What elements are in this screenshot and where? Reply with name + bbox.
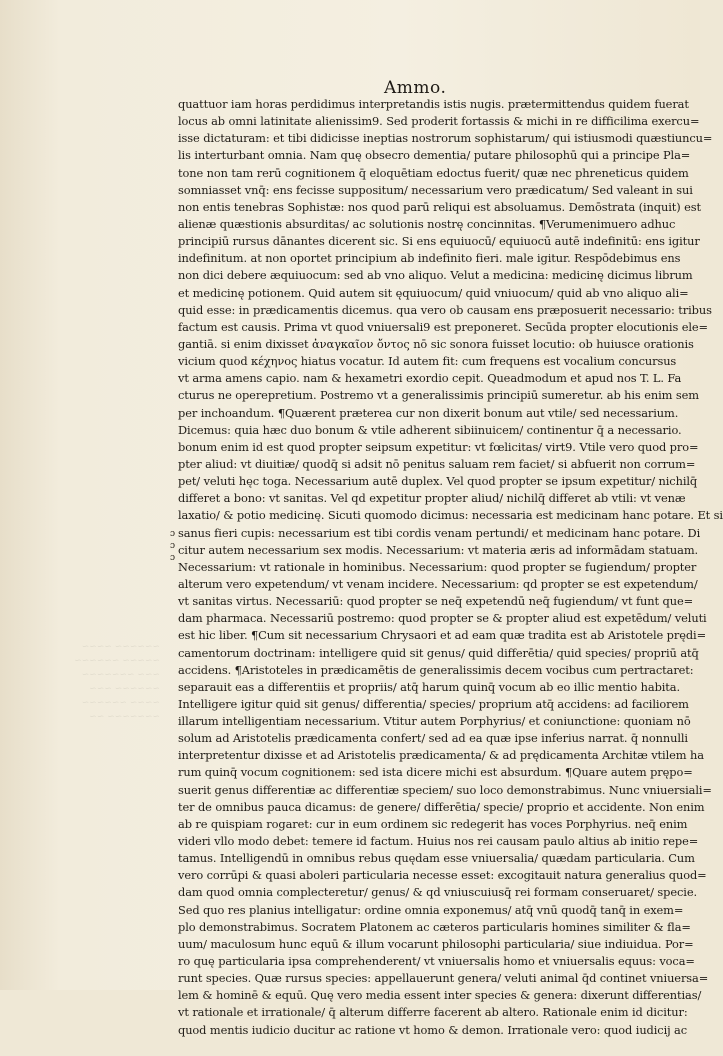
text-line: quod mentis iudicio ducitur ac ratione vt homo & demon. Irrationale vero: quod iudicij ac (178, 1022, 688, 1037)
text-line: quattuor iam horas perdidimus interpretandis istis nugis. prætermittendus quidem fuerat (178, 97, 689, 111)
text-line: tamus. Intelligendū in omnibus rebus quędam esse vniuersalia/ quædam particularia. Cum (178, 851, 695, 866)
text-line: separauit eas a differentiis et propriis/ atq̄ harum quinq̄ vocum ab eo illic mentio habita. (178, 679, 680, 694)
text-line: differet a bono: vt sanitas. Vel qd expetitur propter aliud/ nichilq̄ differet ab vtili: vt venæ (178, 491, 686, 506)
text-line: camentorum doctrinam: intelligere quid sit genus/ quid differētia/ quid species/ propriū atq̄ (178, 645, 699, 660)
text-line: lem & hominē & equū. Quę vero media essent inter species & genera: dixerunt differentias/ (178, 988, 702, 1003)
text-line: et medicinę potionem. Quid autem sit ęquiuocum/ quid vniuocum/ quid ab vno aliquo ali= (178, 285, 689, 300)
text-line: runt species. Quæ rursus species: appellauerunt genera/ veluti animal q̄d continet vniuersa= (178, 971, 709, 986)
text-line: Dicemus: quia hæc duo bonum & vtile adherent sibiinuicem/ continentur q̄ a necessario. (178, 422, 682, 437)
text-line (178, 1039, 684, 1056)
text-line: per inchoandum. ¶Quærent præterea cur non dixerit bonum aut vtile/ sed necessarium. (178, 405, 679, 420)
text-line: non entis tenebras Sophistæ: nos quod parū reliqui est absoluamus. Demōstrata (inquit) est (178, 199, 701, 214)
text-line: factum est causis. Prima vt quod vniuersali9 est preponeret. Secūda propter elocutionis ele= (178, 319, 708, 334)
margin-mark: ɔ (170, 553, 176, 563)
text-line: ter de omnibus pauca dicamus: de genere/ differētia/ specie/ proprio et accidente. Non enim (178, 799, 705, 814)
text-line: dam quod omnia complecteretur/ genus/ & qd vniuscuiusq̄ rei formam conseruaret/ specie. (178, 885, 697, 900)
show-through-texture: ~~~~~~ ~~~~ ~~~~~ ~~~~~~ ~~~ ~~~~~~~ ~~~~~~ ~~~ ~~~~ ~~~~~~ ~~~~~~~ ~~ (74, 642, 160, 722)
text-line: accidens. ¶Aristoteles in prædicamētis de generalissimis decem vocibus cum pertractaret: (178, 662, 694, 677)
text-line: quid esse: in prædicamentis dicemus. qua vero ob causam ens præposuerit necessario: tribus (178, 302, 712, 317)
text-line: interpretentur dixisse et ad Aristotelis prædicamenta/ & ad prędicamenta Architæ vtilem ha (178, 748, 704, 763)
text-line: non dici debere æquiuocum: sed ab vno aliquo. Velut a medicina: medicinę dicimus librum (178, 268, 693, 283)
text-line: vt sanitas virtus. Necessariū: quod propter se neq̄ expetendū neq̄ fugiendum/ vt funt que= (178, 594, 694, 609)
text-line: rum quinq̄ vocum cognitionem: sed ista dicere michi est absurdum. ¶Quare autem prępo= (178, 765, 693, 780)
text-line: citur autem necessarium sex modis. Necessarium: vt materia æris ad informādam statuam. (178, 542, 699, 557)
text-line: videri vllo modo debet: temere id factum. Huius nos rei causam paulo altius ab initio repe= (178, 834, 699, 849)
text-line: uum/ maculosum hunc equū & illum vocarunt philosophi particularia/ siue indiuidua. Por= (178, 936, 694, 951)
text-line: ab re quispiam rogaret: cur in eum ordinem sic redegerit has voces Porphyrius. neq̄ enim (178, 816, 688, 831)
text-line: cturus ne operepretium. Postremo vt a generalissimis principiū sumeretur. ab his enim sem (178, 388, 699, 403)
text-line: alterum vero expetendum/ vt venam incidere. Necessarium: qd propter se est expetendum/ (178, 576, 698, 591)
text-line: alienæ quæstionis absurditas/ ac solutionis nostrę concinnitas. ¶Verumenimuero adhuc (178, 216, 676, 231)
text-line: bonum enim id est quod propter seipsum expetitur: vt fœlicitas/ virt9. Vtile vero quod pro= (178, 439, 699, 454)
text-line: somniasset vnq̄: ens fecisse suppositum/ necessarium vero prædicatum/ Sed valeant in sui (178, 182, 693, 197)
text-line: principiū rursus dānantes dicerent sic. Si ens equiuocū/ equiuocū autē indefinitū: ens igitur (178, 234, 700, 249)
margin-mark: ɔ (170, 541, 176, 551)
text-line: laxatio/ & potio medicinę. Sicuti quomodo dicimus: necessaria est medicinam hanc potare. Et si (178, 508, 723, 523)
running-head: Ammo. (384, 78, 447, 98)
text-line: indefinitum. at non oportet principium ab indefinito fieri. male igitur. Respōdebimus ens (178, 251, 681, 266)
text-line: suerit genus differentiæ ac differentiæ speciem/ suo loco demonstrabimus. Nunc vniuersiali= (178, 782, 712, 797)
text-line: solum ad Aristotelis prædicamenta confert/ sed ad ea quæ ipse inferius narrat. q̄ nonnulli (178, 731, 688, 746)
text-line: sanus fieri cupis: necessarium est tibi cordis venam pertundi/ et medicinam hanc potare. Di (178, 525, 701, 540)
text-line: vt arma amens capio. nam & hexametri exordio cepit. Queadmodum et apud nos T. L. Fa (178, 371, 682, 386)
text-line: pet/ veluti hęc toga. Necessarium autē duplex. Vel quod propter se ipsum expetitur/ nichilq̄ (178, 474, 698, 489)
text-line: Sed quo res planius intelligatur: ordine omnia exponemus/ atq̄ vnū quodq̄ tanq̄ in exem= (178, 902, 684, 917)
text-line: isse dictaturam: et tibi didicisse ineptias nostrorum sophistarum/ qui istiusmodi quæstiuncu= (178, 131, 713, 146)
text-line: est hic liber. ¶Cum sit necessarium Chrysaori et ad eam quæ tradita est ab Aristotele prędi= (178, 628, 707, 643)
text-line: tone non tam rerū cognitionem q̄ eloquētiam edoctus fuerit/ quæ nec phreneticus quidem (178, 165, 689, 180)
text-line: ro quę particularia ipsa comprehenderent/ vt vniuersalis homo et vniuersalis equus: voca= (178, 954, 695, 969)
text-line: Necessarium: vt rationale in hominibus. Necessarium: quod propter se fugiendum/ propter (178, 559, 697, 574)
text-line: dam pharmaca. Necessariū postremo: quod propter se & propter aliud est expetēdum/ veluti (178, 611, 707, 626)
text-line: lis interturbant omnia. Nam quę obsecro dementia/ putare philosophū qui a principe Pla= (178, 148, 691, 163)
margin-marks (170, 528, 175, 564)
text-line: illarum intelligentiam necessarium. Vtitur autem Porphyrius/ et coniunctione: quoniam nō (178, 714, 691, 729)
text-line: Intelligere igitur quid sit genus/ differentia/ species/ proprium atq̄ accidens: ad faciliorem (178, 696, 689, 711)
margin-mark: ɔ (170, 529, 176, 539)
text-line: gantiā. si enim dixisset ἀναγκαῖον ὄντος nō sic sonora fuisset locutio: ob huiusce orationis (178, 336, 694, 351)
text-line: pter aliud: vt diuitiæ/ quodq̄ si adsit nō penitus saluam rem faciet/ si abfuerit non corrum= (178, 456, 696, 471)
body-text (178, 96, 723, 1056)
text-line: vero corrūpi & quasi aboleri particularia necesse esset: excogitauit natura generalius quod= (178, 868, 707, 883)
text-line: plo demonstrabimus. Socratem Platonem ac cæteros particularis homines similiter & fla= (178, 919, 691, 934)
text-line: vicium quod κέχηνος hiatus vocatur. Id autem fit: cum frequens est vocalium concursus (178, 354, 677, 369)
text-line: vt rationale et irrationale/ q̄ alterum differre facerent ab altero. Rationale enim id dicitur: (178, 1005, 688, 1020)
text-line: locus ab omni latinitate alienissim9. Sed proderit fortassis & michi in re difficilima exercu= (178, 114, 700, 129)
